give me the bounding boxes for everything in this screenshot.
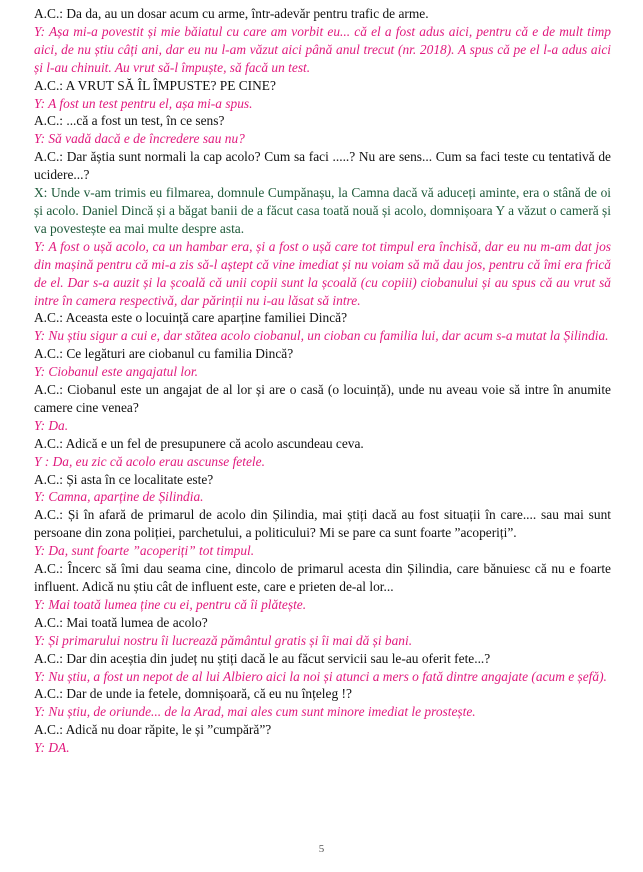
transcript-line-y: Y: A fost o ușă acolo, ca un hambar era, și a fost o ușă care tot timpul era închisă, dar eu nu m-am dat jos din mașină pentru că mi-a zis să-l aștept că vine imediat și nu voiam să mă dau jos, pentru că îmi era frică de el. Dar s-a auzit și la școală că unii copii sunt la școală (cu copiii) ciobanului și au spus că au vrut să intre în camera respectivă, dar părinții nu i-au lăsat să intre. <box>34 238 611 308</box>
transcript-line-ac: A.C.: Aceasta este o locuință care aparține familiei Dincă? <box>34 310 348 326</box>
transcript-line-y: Y: Nu știu, a fost un nepot de al lui Albiero aici la noi și atunci a mers o fată dintre angajate (acum e șefă). <box>34 668 607 684</box>
transcript-line-y: Y: A fost un test pentru el, așa mi-a spus. <box>34 95 253 111</box>
transcript-line-ac: A.C.: Da da, au un dosar acum cu arme, într-adevăr pentru trafic de arme. <box>34 6 429 21</box>
transcript-line-y: Y: Așa mi-a povestit și mie băiatul cu care am vorbit eu... că el a fost adus aici, pentru că e de mult timp aici, de nu știu câți ani, dar eu nu l-am văzut aici până anul trecut (nr. 2018). A spus că pe el l-a adus aici și l-au chinuit. Au vrut să-l împuște, să facă un test. <box>34 23 611 75</box>
transcript-line-ac: A.C.: ...că a fost un test, în ce sens? <box>34 113 225 129</box>
transcript-line-y: Y: Da. <box>34 417 69 433</box>
transcript-line-y: Y: Mai toată lumea ține cu ei, pentru că îi plătește. <box>34 596 307 612</box>
transcript-line-ac: A.C.: Dar din aceștia din județ nu știți dacă le au făcut servicii sau le-au oferit fete...? <box>34 650 491 666</box>
transcript-line-ac: A.C.: Și în afară de primarul de acolo din Șilindia, mai știți dacă au fost situații în care.... sau mai sunt persoane din zona poliției, parchetului, a politicului? Mi se pare ca sunt foarte ”acoperiți”. <box>34 507 611 541</box>
transcript-line-y: Y: Ciobanul este angajatul lor. <box>34 364 198 380</box>
transcript-line-x: X: Unde v-am trimis eu filmarea, domnule Cumpănașu, la Camna dacă vă aduceți aminte, era o stână de oi și acolo. Daniel Dincă și a băgat banii de a făcut casa toată nouă și acolo, domnișoara Y a văzut o cameră și va povestește ea mai multe despre asta. <box>34 185 611 236</box>
transcript-line-ac: A.C.: Încerc să îmi dau seama cine, dincolo de primarul acesta din Șilindia, care bănuiesc că nu e foarte influent. Adică nu știu cât de influent este, care e prieten de-al lor... <box>34 561 611 594</box>
transcript-line-y: Y: Și primarului nostru îi lucrează pământul gratis și îi mai dă și bani. <box>34 632 413 648</box>
transcript-line-y: Y: Camna, aparține de Șilindia. <box>34 489 204 505</box>
transcript-line-y: Y: Nu știu sigur a cui e, dar stătea acolo ciobanul, un cioban cu familia lui, dar acum s-a mutat la Șilindia. <box>34 328 609 344</box>
transcript-line-ac: A.C.: Ciobanul este un angajat de al lor și are o casă (o locuință), unde nu aveau voie să intre în anumite camere cine venea? <box>34 382 611 415</box>
transcript-body <box>34 5 611 757</box>
transcript-line-y: Y: Da, sunt foarte ”acoperiți” tot timpul. <box>34 543 255 559</box>
transcript-line-ac: A.C.: Dar ăștia sunt normali la cap acolo? Cum sa faci .....? Nu are sens... Cum sa faci teste cu tentativă de ucidere...? <box>34 149 611 183</box>
transcript-line-ac: A.C.: Adică e un fel de presupunere că acolo ascundeau ceva. <box>34 435 364 451</box>
transcript-line-ac: A.C.: Ce legături are ciobanul cu familia Dincă? <box>34 346 294 362</box>
transcript-line-ac: A.C.: Mai toată lumea de acolo? <box>34 614 208 630</box>
transcript-line-ac: A.C.: Și asta în ce localitate este? <box>34 471 214 487</box>
transcript-line-y: Y : Da, eu zic că acolo erau ascunse fetele. <box>34 453 265 469</box>
transcript-line-y: Y: DA. <box>34 740 70 756</box>
transcript-line-y: Y: Să vadă dacă e de încredere sau nu? <box>34 131 245 147</box>
transcript-line-ac: A.C.: A VRUT SĂ ÎL ÎMPUSTE? PE CINE? <box>34 77 276 93</box>
transcript-line-ac: A.C.: Dar de unde ia fetele, domnișoară, că eu nu înțeleg !? <box>34 686 352 702</box>
page-number: 5 <box>318 843 325 855</box>
transcript-line-ac: A.C.: Adică nu doar răpite, le și ”cumpără”? <box>34 722 272 738</box>
transcript-line-y: Y: Nu știu, de oriunde... de la Arad, mai ales cum sunt minore imediat le prostește. <box>34 704 476 720</box>
